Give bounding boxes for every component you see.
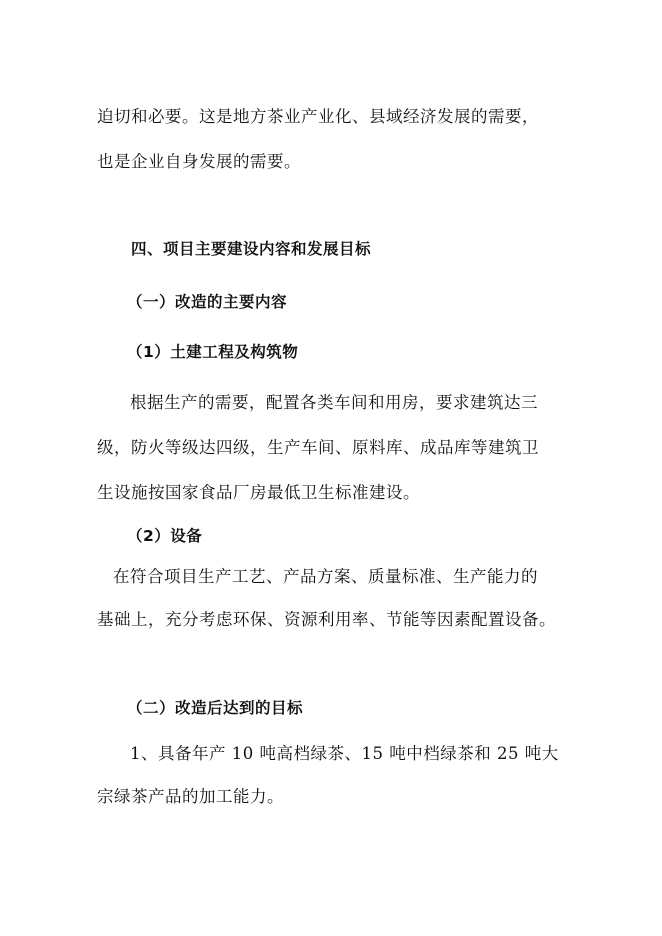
paragraph-1-line-1: 迫切和必要。这是地方茶业产业化、县域经济发展的需要， [97, 107, 539, 126]
paragraph-2-line-2: 级，防火等级达四级，生产车间、原料库、成品库等建筑卫 [97, 438, 539, 457]
paragraph-4-line-2: 宗绿茶产品的加工能力。 [97, 787, 284, 806]
subsection-2-heading: （二）改造后达到的目标 [127, 699, 304, 717]
paragraph-3-line-1: 在符合项目生产工艺、产品方案、质量标准、生产能力的 [113, 567, 538, 586]
section-4-heading: 四、项目主要建设内容和发展目标 [131, 240, 372, 258]
paragraph-4-line-1: 1、具备年产 10 吨高档绿茶、15 吨中档绿茶和 25 吨大 [130, 744, 559, 763]
item-1-heading: （1）土建工程及构筑物 [127, 343, 299, 361]
paragraph-2-line-3: 生设施按国家食品厂房最低卫生标准建设。 [97, 483, 420, 502]
item-2-heading: （2）设备 [127, 527, 203, 545]
paragraph-2-line-1: 根据生产的需要，配置各类车间和用房，要求建筑达三 [130, 393, 538, 412]
paragraph-3-line-2: 基础上，充分考虑环保、资源利用率、节能等因素配置设备。 [97, 610, 556, 629]
paragraph-1-line-2: 也是企业自身发展的需要。 [97, 152, 301, 171]
subsection-1-heading: （一）改造的主要内容 [127, 293, 288, 311]
